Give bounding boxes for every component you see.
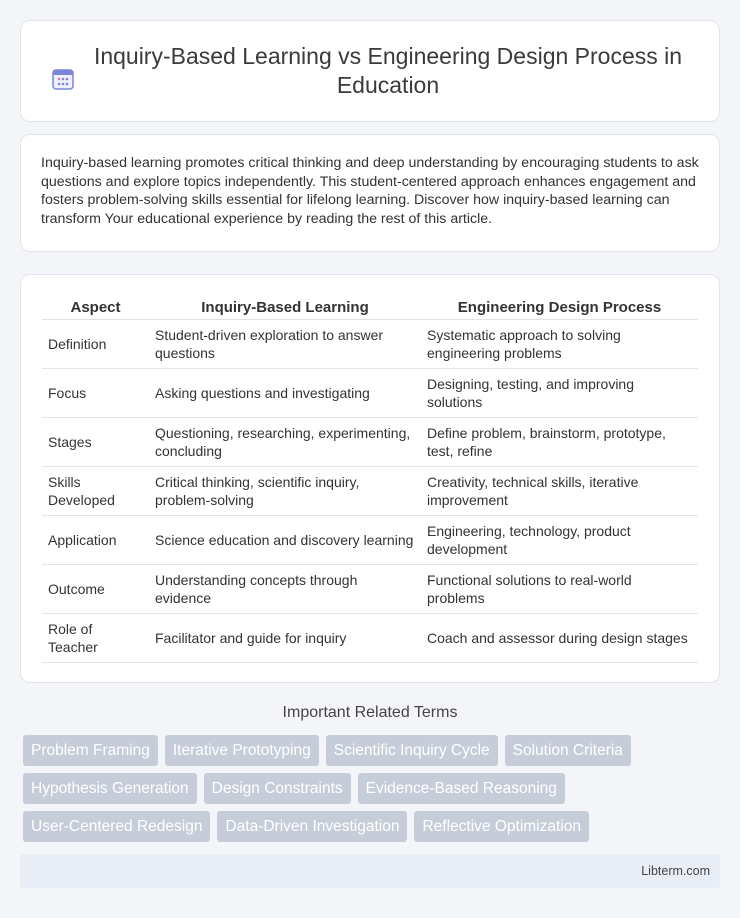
row-inquiry: Science education and discovery learning bbox=[149, 515, 421, 564]
table-row bbox=[42, 515, 698, 564]
title-card bbox=[20, 20, 720, 122]
related-terms bbox=[23, 735, 723, 849]
tag-reflective-optimization[interactable]: Reflective Optimization bbox=[414, 811, 589, 842]
row-inquiry: Critical thinking, scientific inquiry, problem-solving bbox=[149, 466, 421, 515]
row-inquiry: Understanding concepts through evidence bbox=[149, 564, 421, 613]
tag-row bbox=[23, 773, 723, 804]
row-engineering: Define problem, brainstorm, prototype, test, refine bbox=[421, 417, 698, 466]
footer-link[interactable]: Libterm.com bbox=[641, 864, 710, 878]
table-row bbox=[42, 368, 698, 417]
header-engineering: Engineering Design Process bbox=[421, 297, 698, 319]
row-aspect: Skills Developed bbox=[42, 466, 149, 515]
table-row bbox=[42, 417, 698, 466]
table-header-row bbox=[42, 297, 698, 319]
header-inquiry: Inquiry-Based Learning bbox=[149, 297, 421, 319]
row-engineering: Coach and assessor during design stages bbox=[421, 613, 698, 662]
tag-iterative-prototyping[interactable]: Iterative Prototyping bbox=[165, 735, 319, 766]
intro-text: Inquiry-based learning promotes critical thinking and deep understanding by encouraging students to ask questions and explore topics independently. This student-centered approach enhances engagement and fosters problem-solving skills essential for lifelong learning. Discover how inquiry-based learning can transform Your educational experience by reading the rest of this article. bbox=[41, 155, 699, 227]
tag-row bbox=[23, 811, 723, 842]
title-wrap bbox=[50, 42, 690, 100]
row-aspect: Outcome bbox=[42, 564, 149, 613]
row-aspect: Role of Teacher bbox=[42, 613, 149, 662]
comparison-table bbox=[42, 297, 698, 663]
table-row bbox=[42, 613, 698, 662]
table-row bbox=[42, 319, 698, 368]
tag-scientific-inquiry-cycle[interactable]: Scientific Inquiry Cycle bbox=[326, 735, 498, 766]
row-aspect: Focus bbox=[42, 368, 149, 417]
row-engineering: Creativity, technical skills, iterative improvement bbox=[421, 466, 698, 515]
row-inquiry: Questioning, researching, experimenting, concluding bbox=[149, 417, 421, 466]
tag-row bbox=[23, 735, 723, 766]
tag-data-driven-investigation[interactable]: Data-Driven Investigation bbox=[217, 811, 407, 842]
tag-solution-criteria[interactable]: Solution Criteria bbox=[505, 735, 631, 766]
row-engineering: Systematic approach to solving engineering problems bbox=[421, 319, 698, 368]
row-aspect: Application bbox=[42, 515, 149, 564]
row-inquiry: Student-driven exploration to answer questions bbox=[149, 319, 421, 368]
related-terms-title: Important Related Terms bbox=[282, 704, 458, 721]
comparison-card bbox=[20, 274, 720, 683]
tag-hypothesis-generation[interactable]: Hypothesis Generation bbox=[23, 773, 197, 804]
intro-card bbox=[20, 134, 720, 252]
row-aspect: Definition bbox=[42, 319, 149, 368]
row-engineering: Designing, testing, and improving solutions bbox=[421, 368, 698, 417]
tag-user-centered-redesign[interactable]: User-Centered Redesign bbox=[23, 811, 210, 842]
row-inquiry: Asking questions and investigating bbox=[149, 368, 421, 417]
page-title: Inquiry-Based Learning vs Engineering Design Process in Education bbox=[93, 43, 683, 98]
tag-design-constraints[interactable]: Design Constraints bbox=[204, 773, 351, 804]
row-inquiry: Facilitator and guide for inquiry bbox=[149, 613, 421, 662]
tag-problem-framing[interactable]: Problem Framing bbox=[23, 735, 158, 766]
table-row bbox=[42, 466, 698, 515]
calendar-icon bbox=[50, 66, 76, 92]
header-aspect: Aspect bbox=[42, 297, 149, 319]
row-aspect: Stages bbox=[42, 417, 149, 466]
row-engineering: Engineering, technology, product development bbox=[421, 515, 698, 564]
table-row bbox=[42, 564, 698, 613]
tag-evidence-based-reasoning[interactable]: Evidence-Based Reasoning bbox=[358, 773, 565, 804]
footer bbox=[20, 854, 720, 888]
row-engineering: Functional solutions to real-world problems bbox=[421, 564, 698, 613]
